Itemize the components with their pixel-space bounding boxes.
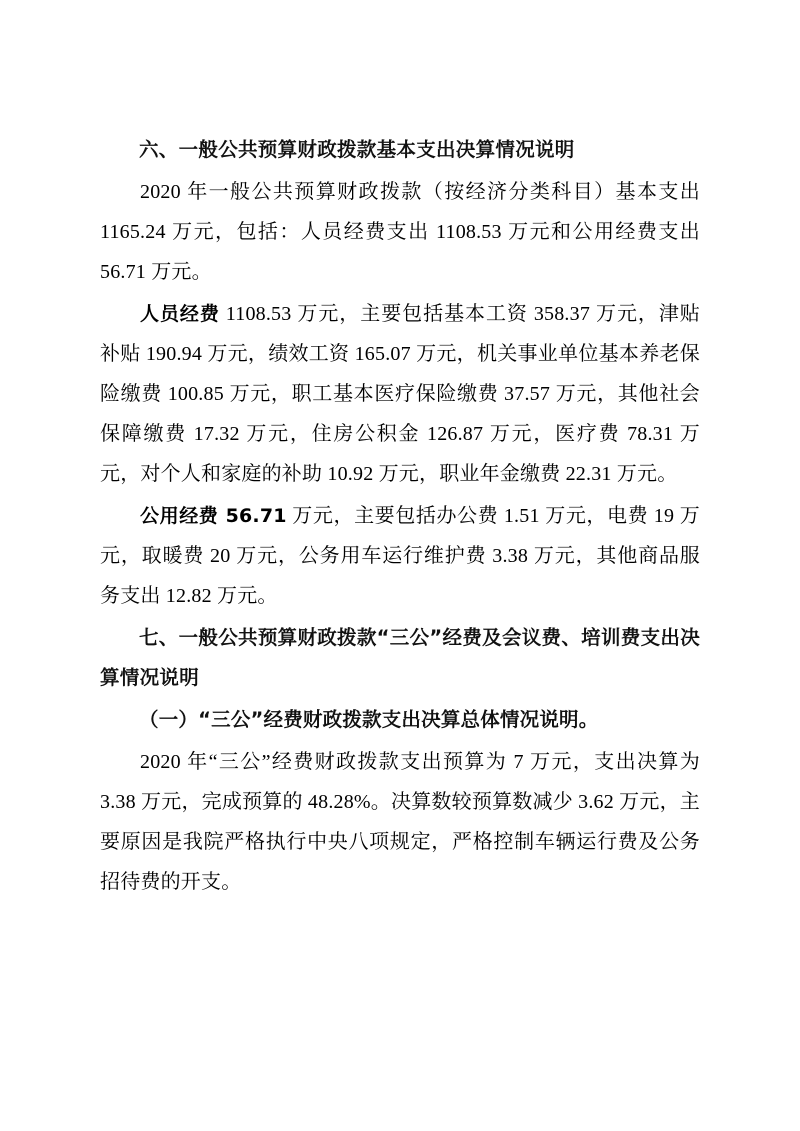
document-body — [100, 130, 700, 902]
paragraph-personnel-expenses — [100, 294, 700, 494]
paragraph-three-public-expenses: 2020 年“三公”经费财政拨款支出预算为 7 万元，支出决算为 3.38 万元，完成预算的 48.28%。决算数较预算数减少 3.62 万元，主要原因是我院严格执行中央八项规定，严格控制车辆运行费及公务招待费的开支。 — [100, 751, 700, 893]
public-funds-text: 万元，主要包括办公费 1.51 万元，电费 19 万元，取暖费 20 万元，公务用车运行维护费 3.38 万元，其他商品服务支出 12.82 万元。 — [100, 505, 701, 607]
personnel-expenses-text: 1108.53 万元，主要包括基本工资 358.37 万元，津贴补贴 190.94 万元，绩效工资 165.07 万元，机关事业单位基本养老保险缴费 100.85 万元，职工基本医疗保险缴费 37.57 万元，其他社会保障缴费 17.32 万元，住房公积金 126.87 万元，医疗费 78.31 万元，对个人和家庭的补助 10.92 万元，职业年金缴费 22.31 万元。 — [100, 303, 701, 485]
heading-section-seven-one: （一）“三公”经费财政拨款支出决算总体情况说明。 — [139, 708, 599, 731]
paragraph-public-funds — [100, 496, 700, 616]
personnel-expenses-lead: 人员经费 — [140, 303, 220, 325]
public-funds-lead: 公用经费 56.71 — [140, 505, 287, 527]
heading-section-seven: 七、一般公共预算财政拨款“三公”经费及会议费、培训费支出决算情况说明 — [100, 626, 700, 689]
paragraph-basic-expenditure: 2020 年一般公共预算财政拨款（按经济分类科目）基本支出 1165.24 万元，包括：人员经费支出 1108.53 万元和公用经费支出 56.71 万元。 — [100, 181, 700, 283]
heading-section-six: 六、一般公共预算财政拨款基本支出决算情况说明 — [139, 138, 575, 161]
